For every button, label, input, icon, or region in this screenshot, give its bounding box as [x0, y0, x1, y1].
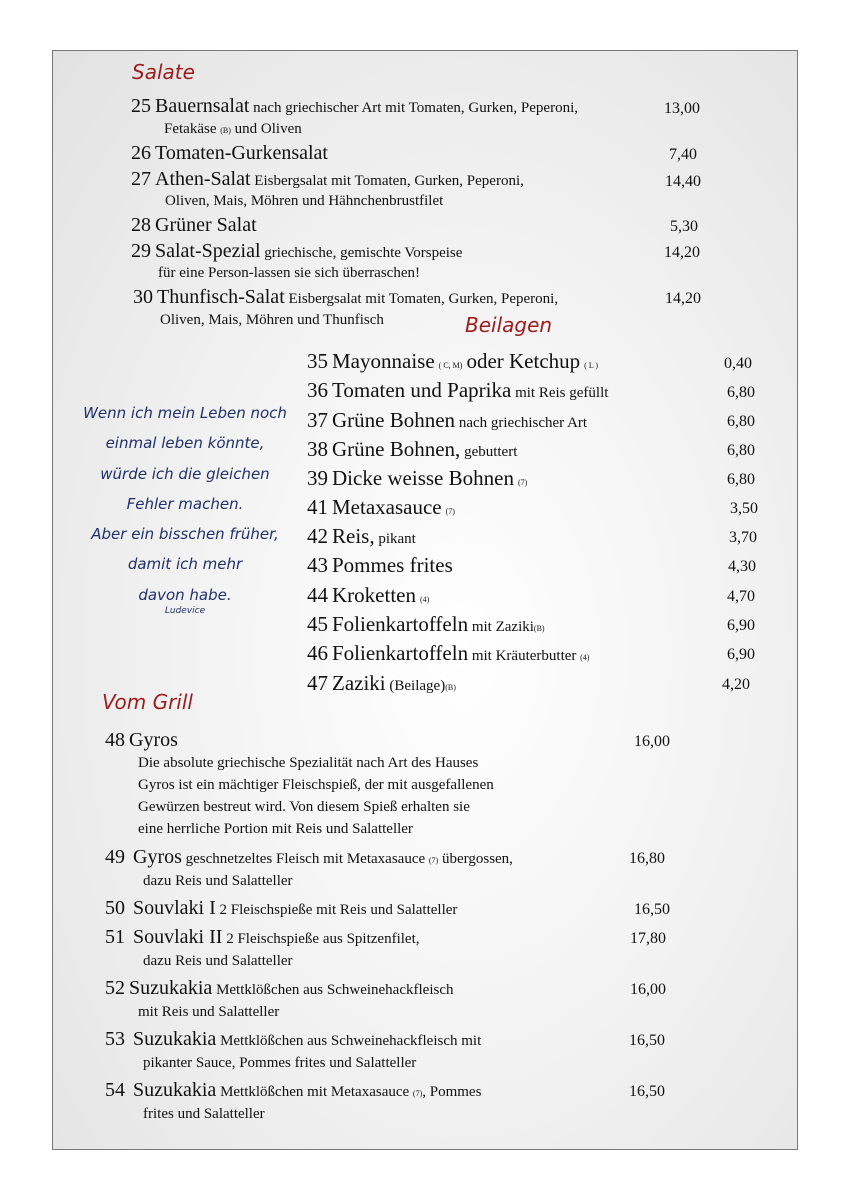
item-name: Athen-Salat	[155, 168, 251, 190]
item-description: mit Zaziki	[468, 619, 534, 635]
item-description-continued: Gyros ist ein mächtiger Fleischspieß, der mit ausgefallenen	[138, 777, 494, 793]
item-number: 45	[307, 612, 328, 636]
item-price: 0,40	[724, 355, 752, 372]
item-name: Grüne Bohnen	[332, 408, 456, 432]
item-name: Gyros	[133, 846, 182, 868]
item-name: Souvlaki II	[133, 926, 223, 948]
menu-item-36	[307, 378, 608, 403]
allergen-code: (7)	[428, 856, 439, 865]
allergen-code: (B)	[533, 624, 545, 633]
item-description-continued: eine herrliche Portion mit Reis und Salatteller	[138, 821, 413, 837]
item-description: 2 Fleischspieße aus Spitzenfilet,	[222, 931, 420, 947]
allergen-code: (7)	[412, 1089, 423, 1098]
item-description: 2 Fleischspieße mit Reis und Salatteller	[215, 902, 458, 918]
item-price: 6,80	[727, 442, 755, 459]
item-price: 4,20	[722, 676, 750, 693]
quote-line: einmal leben könnte,	[105, 434, 265, 453]
menu-item-42	[307, 524, 416, 549]
menu-item-44	[307, 583, 429, 608]
item-name: Folienkartoffeln	[332, 641, 469, 665]
item-number: 50	[105, 897, 125, 919]
item-number: 51	[105, 926, 125, 948]
menu-item-43	[307, 553, 453, 578]
item-name: Suzukakia	[133, 1079, 217, 1101]
item-price: 6,80	[727, 413, 755, 430]
item-description-continued: dazu Reis und Salatteller	[143, 873, 293, 889]
allergen-code: ( L )	[584, 361, 599, 370]
item-number: 43	[307, 553, 328, 577]
quote-line: Wenn ich mein Leben noch	[83, 404, 287, 422]
item-description-continued: Fetakäse (B) und Oliven	[164, 121, 302, 137]
menu-item-48	[105, 729, 178, 752]
menu-item-51	[105, 926, 419, 949]
quote-line: Aber ein bisschen früher,	[91, 525, 279, 544]
item-price: 16,50	[629, 1032, 665, 1049]
item-description-continued: mit Reis und Salatteller	[138, 1004, 280, 1020]
item-name: Metaxasauce	[332, 495, 442, 519]
item-name: Grüne Bohnen,	[332, 437, 461, 461]
item-description: nach griechischer Art	[455, 415, 588, 431]
item-name: Mayonnaise	[332, 349, 435, 373]
item-price: 14,20	[664, 244, 700, 261]
menu-item-46	[307, 641, 589, 666]
item-number: 41	[307, 495, 328, 519]
item-price: 14,20	[665, 290, 701, 307]
item-name: Tomaten-Gurkensalat	[155, 142, 328, 164]
item-number: 29	[131, 240, 151, 262]
item-price: 6,80	[727, 384, 755, 401]
menu-item-25	[131, 95, 578, 118]
item-description: pikant	[374, 531, 416, 547]
item-description-continued: Oliven, Mais, Möhren und Hähnchenbrustfilet	[165, 193, 444, 209]
item-price: 14,40	[665, 173, 701, 190]
item-price: 7,40	[669, 146, 697, 163]
item-description: mit Reis gefüllt	[511, 385, 609, 401]
section-heading-beilagen: Beilagen	[465, 313, 553, 337]
item-number: 46	[307, 641, 328, 665]
item-number: 49	[105, 846, 125, 868]
menu-item-52	[105, 977, 453, 1000]
item-number: 52	[105, 977, 125, 999]
item-number: 26	[131, 142, 151, 164]
item-description: Eisbergsalat mit Tomaten, Gurken, Peperoni,	[250, 173, 524, 189]
item-name: Reis,	[332, 524, 375, 548]
item-price: 16,50	[629, 1083, 665, 1100]
quote-line: damit ich mehr	[127, 555, 243, 574]
quote-block	[70, 398, 300, 610]
item-description: nach griechischer Art mit Tomaten, Gurken, Peperoni,	[249, 100, 578, 116]
menu-item-49	[105, 846, 513, 869]
allergen-code: (7)	[517, 478, 528, 487]
item-name: Kroketten	[332, 583, 416, 607]
item-description-continued: Gewürzen bestreut wird. Von diesem Spieß erhalten sie	[138, 799, 470, 815]
menu-item-45	[307, 612, 545, 637]
item-price: 16,50	[634, 901, 670, 918]
quote-line: Fehler machen.	[126, 494, 244, 513]
item-price: 13,00	[664, 100, 700, 117]
item-price: 3,70	[729, 529, 757, 546]
item-description: griechische, gemischte Vorspeise	[260, 245, 463, 261]
allergen-code: (7)	[445, 507, 455, 516]
item-number: 53	[105, 1028, 125, 1050]
item-description: Eisbergsalat mit Tomaten, Gurken, Peperoni,	[284, 291, 559, 307]
item-number: 28	[131, 214, 151, 236]
quote-line: würde ich die gleichen	[100, 464, 270, 483]
item-number: 47	[307, 671, 328, 695]
item-number: 44	[307, 583, 328, 607]
item-description-continued: dazu Reis und Salatteller	[143, 953, 293, 969]
item-name: Souvlaki I	[133, 897, 216, 919]
item-number: 48	[105, 729, 125, 751]
item-name: Bauernsalat	[155, 95, 250, 117]
item-name: Tomaten und Paprika	[332, 378, 512, 402]
item-price: 16,00	[634, 733, 670, 750]
item-price: 6,90	[727, 646, 755, 663]
menu-item-39	[307, 466, 527, 491]
item-name: Suzukakia	[133, 1028, 217, 1050]
item-description: gebuttert	[460, 444, 518, 460]
menu-item-41	[307, 495, 455, 520]
item-description: Mettklößchen aus Schweinehackfleisch mit	[216, 1033, 482, 1049]
menu-item-53	[105, 1028, 481, 1051]
item-name: Dicke weisse Bohnen	[332, 466, 514, 490]
menu-item-37	[307, 408, 587, 433]
item-number: 42	[307, 524, 328, 548]
menu-item-38	[307, 437, 517, 462]
item-description-continued: für eine Person-lassen sie sich überraschen!	[158, 265, 420, 281]
menu-item-26	[131, 142, 328, 165]
item-name: Suzukakia	[129, 977, 213, 999]
item-price: 6,90	[727, 617, 755, 634]
quote-line: davon habe.	[138, 585, 232, 604]
item-description: mit Kräuterbutter	[468, 648, 581, 664]
allergen-code: (4)	[580, 653, 590, 662]
item-number: 36	[307, 378, 328, 402]
menu-item-35	[307, 349, 598, 374]
item-name: Thunfisch-Salat	[157, 286, 285, 308]
menu-item-47	[307, 671, 456, 696]
allergen-code: (4)	[419, 595, 430, 604]
item-name: Folienkartoffeln	[332, 612, 469, 636]
item-number: 38	[307, 437, 328, 461]
menu-item-50	[105, 897, 457, 920]
item-number: 54	[105, 1079, 125, 1101]
item-description: übergossen,	[438, 851, 513, 867]
item-price: 16,80	[629, 850, 665, 867]
item-number: 39	[307, 466, 328, 490]
item-number: 35	[307, 349, 328, 373]
item-number: 30	[133, 286, 153, 308]
item-name-alt: oder Ketchup	[466, 349, 581, 373]
quote-author: Ludevice	[164, 606, 206, 616]
item-number: 25	[131, 95, 151, 117]
item-price: 5,30	[670, 218, 698, 235]
item-number: 37	[307, 408, 328, 432]
item-price: 4,70	[727, 588, 755, 605]
item-description-continued: Oliven, Mais, Möhren und Thunfisch	[160, 312, 384, 328]
menu-item-29	[131, 240, 462, 263]
item-name: Pommes frites	[332, 553, 453, 577]
item-name: Gyros	[129, 729, 178, 751]
item-description: geschnetzeltes Fleisch mit Metaxasauce	[181, 851, 429, 867]
menu-item-27	[131, 168, 524, 191]
item-description-continued: frites und Salatteller	[143, 1106, 265, 1122]
item-name: Zaziki	[332, 671, 386, 695]
menu-item-28	[131, 214, 257, 237]
item-price: 17,80	[630, 930, 666, 947]
section-heading-vom-grill: Vom Grill	[102, 690, 193, 714]
menu-item-54	[105, 1079, 481, 1102]
allergen-code: (B)	[445, 683, 456, 692]
item-price: 6,80	[727, 471, 755, 488]
item-price: 3,50	[730, 500, 758, 517]
item-price: 4,30	[728, 558, 756, 575]
item-description: , Pommes	[422, 1084, 482, 1100]
item-name: Salat-Spezial	[155, 240, 261, 262]
item-description-continued: pikanter Sauce, Pommes frites und Salatteller	[143, 1055, 417, 1071]
item-name: Grüner Salat	[155, 214, 257, 236]
item-description: Mettklößchen mit Metaxasauce	[216, 1084, 413, 1100]
item-description: (Beilage)	[385, 678, 446, 694]
item-number: 27	[131, 168, 151, 190]
item-price: 16,00	[630, 981, 666, 998]
item-description-continued: Die absolute griechische Spezialität nach Art des Hauses	[138, 755, 479, 771]
item-description: Mettklößchen aus Schweinehackfleisch	[212, 982, 454, 998]
allergen-code: ( C, M)	[438, 361, 463, 370]
menu-item-30	[133, 286, 558, 309]
section-heading-salate: Salate	[132, 60, 195, 84]
